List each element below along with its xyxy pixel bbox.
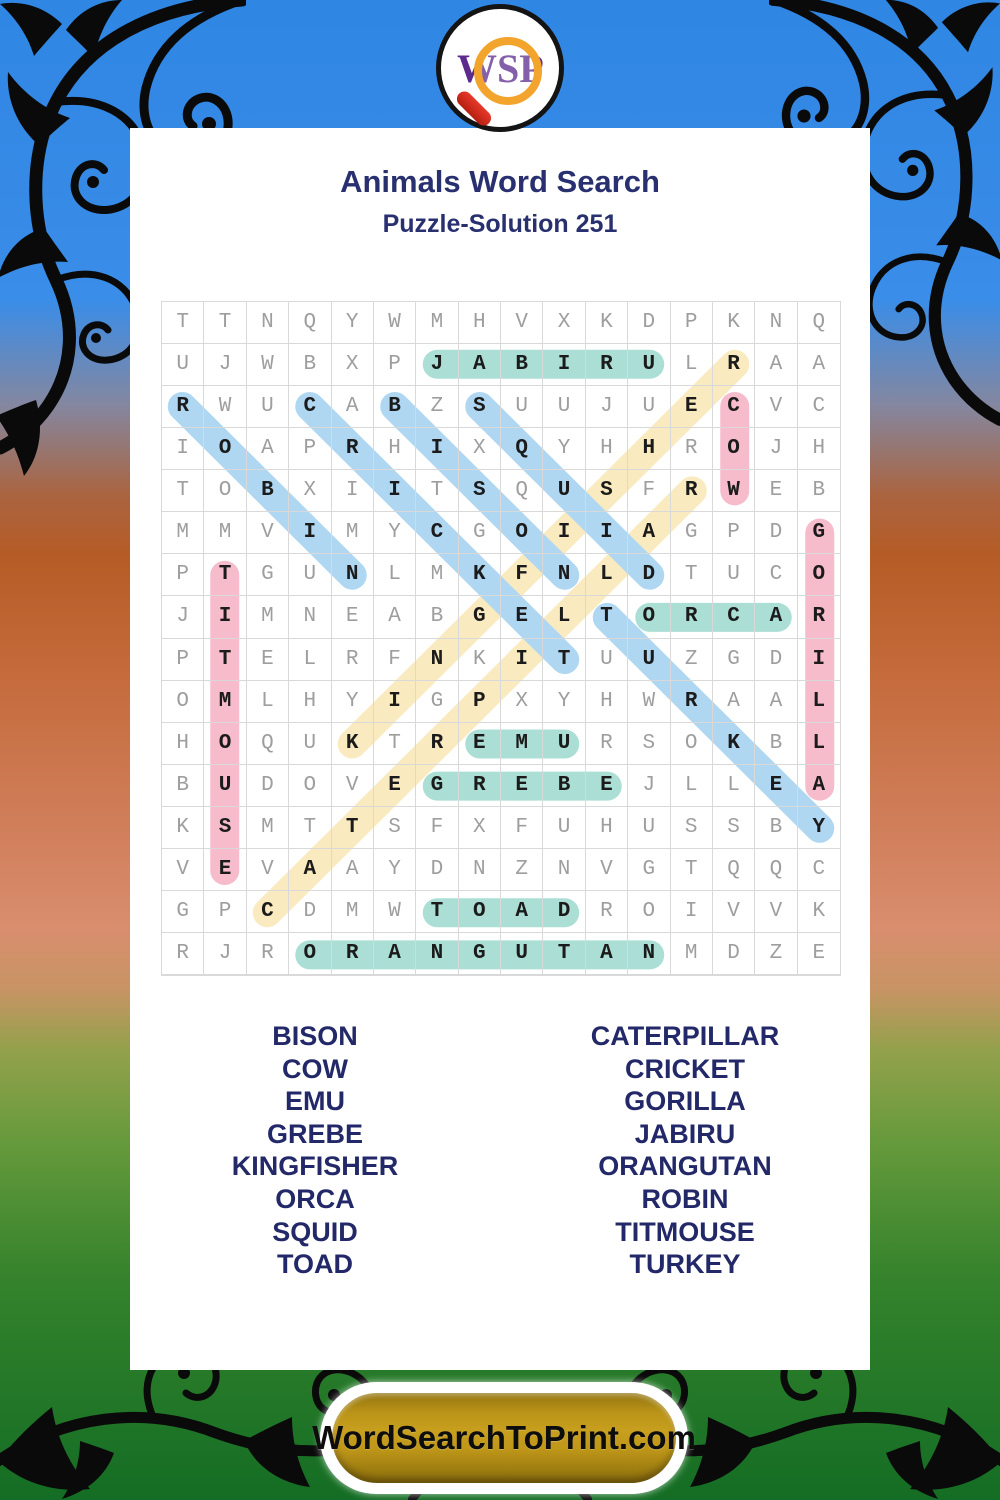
grid-cell: A <box>374 933 416 975</box>
grid-cell: V <box>586 849 628 891</box>
grid-cell: U <box>289 723 331 765</box>
grid-cell: H <box>798 428 840 470</box>
grid-cell: Q <box>247 723 289 765</box>
grid-cell: S <box>459 470 501 512</box>
word-list-left-column <box>130 1020 500 1281</box>
grid-cell: O <box>289 765 331 807</box>
grid-cell: T <box>162 302 204 344</box>
grid-cell: I <box>332 470 374 512</box>
grid-cell: I <box>162 428 204 470</box>
grid-cell: E <box>501 765 543 807</box>
grid-cell: L <box>798 681 840 723</box>
grid-cell: C <box>713 386 755 428</box>
grid-cell: U <box>247 386 289 428</box>
word-list-item: KINGFISHER <box>231 1151 399 1182</box>
puzzle-card <box>130 128 870 1370</box>
grid-cell: F <box>416 807 458 849</box>
grid-cell: R <box>586 723 628 765</box>
grid-cell: N <box>416 933 458 975</box>
grid-cell: O <box>204 723 246 765</box>
grid-cell: P <box>374 344 416 386</box>
grid-cell: N <box>543 554 585 596</box>
grid-cell: B <box>416 596 458 638</box>
grid-cell: U <box>543 807 585 849</box>
grid-cell: P <box>162 554 204 596</box>
grid-cell: C <box>798 386 840 428</box>
grid-cell: H <box>586 807 628 849</box>
grid-cell: R <box>586 891 628 933</box>
logo-letter-s: S <box>497 45 520 91</box>
word-list-item: EMU <box>285 1086 345 1117</box>
grid-cell: G <box>713 639 755 681</box>
grid-cell: X <box>501 681 543 723</box>
grid-cell: U <box>543 723 585 765</box>
grid-cell: Y <box>374 849 416 891</box>
grid-cell: Q <box>289 302 331 344</box>
grid-cell: X <box>543 302 585 344</box>
grid-cell: D <box>755 639 797 681</box>
grid-cell: U <box>628 344 670 386</box>
grid-cell: J <box>162 596 204 638</box>
grid-cell: U <box>628 386 670 428</box>
grid-cell: S <box>204 807 246 849</box>
grid-cell: G <box>459 596 501 638</box>
word-list-item: ROBIN <box>641 1183 729 1214</box>
grid-cell: V <box>713 891 755 933</box>
grid-cell: K <box>798 891 840 933</box>
grid-cell: U <box>543 386 585 428</box>
grid-cell: S <box>586 470 628 512</box>
word-list-item: TOAD <box>276 1249 353 1280</box>
grid-cell: T <box>204 302 246 344</box>
logo-letter-p: P <box>519 45 544 91</box>
grid-cell: T <box>671 849 713 891</box>
grid-cell: G <box>247 554 289 596</box>
grid-cell: B <box>162 765 204 807</box>
grid-cell: V <box>247 849 289 891</box>
grid-cell: N <box>332 554 374 596</box>
grid-cell: R <box>798 596 840 638</box>
grid-cell: Y <box>332 681 374 723</box>
grid-cell: N <box>289 596 331 638</box>
grid-cell: R <box>671 596 713 638</box>
grid-cell: A <box>374 596 416 638</box>
grid-cell: N <box>628 933 670 975</box>
grid-cell: M <box>162 512 204 554</box>
grid-cell: D <box>628 302 670 344</box>
grid-cell: O <box>204 470 246 512</box>
grid-cell: B <box>798 470 840 512</box>
word-list <box>130 1020 870 1281</box>
grid-cell: H <box>628 428 670 470</box>
grid-cell: U <box>713 554 755 596</box>
word-list-item: JABIRU <box>634 1118 736 1149</box>
grid-cell: E <box>671 386 713 428</box>
grid-cell: K <box>459 554 501 596</box>
grid-cell: W <box>204 386 246 428</box>
grid-cell: E <box>374 765 416 807</box>
grid-cell: V <box>162 849 204 891</box>
grid-cell: X <box>459 428 501 470</box>
grid-cell: Y <box>798 807 840 849</box>
grid-cell: I <box>586 512 628 554</box>
grid-cell: M <box>501 723 543 765</box>
grid-cell: U <box>628 807 670 849</box>
grid-cell: U <box>289 554 331 596</box>
grid-cell: A <box>798 765 840 807</box>
grid-cell: E <box>459 723 501 765</box>
grid-cell: D <box>713 933 755 975</box>
grid-cell: X <box>459 807 501 849</box>
grid-cell: O <box>162 681 204 723</box>
grid-cell: D <box>543 891 585 933</box>
grid-cell: E <box>501 596 543 638</box>
grid-cell: G <box>628 849 670 891</box>
grid-cell: O <box>798 554 840 596</box>
grid-cell: T <box>204 554 246 596</box>
grid-cell: X <box>289 470 331 512</box>
grid-cell: Q <box>755 849 797 891</box>
grid-cell: G <box>162 891 204 933</box>
grid-cell: A <box>755 344 797 386</box>
grid-cell: S <box>713 807 755 849</box>
grid-cell: H <box>289 681 331 723</box>
grid-cell: V <box>247 512 289 554</box>
grid-cell: E <box>798 933 840 975</box>
grid-cell: L <box>289 639 331 681</box>
word-list-item: SQUID <box>272 1216 358 1247</box>
grid-cell: T <box>543 639 585 681</box>
grid-cell: I <box>671 891 713 933</box>
grid-cell: A <box>713 681 755 723</box>
grid-cell: L <box>247 681 289 723</box>
grid-cell: R <box>459 765 501 807</box>
grid-cell: F <box>501 807 543 849</box>
grid-cell: F <box>628 470 670 512</box>
grid-cell: Q <box>501 470 543 512</box>
grid-cell: S <box>459 386 501 428</box>
grid-cell: A <box>332 386 374 428</box>
grid-cell: A <box>628 512 670 554</box>
grid-cell: R <box>671 428 713 470</box>
grid-cell: J <box>204 933 246 975</box>
word-list-item: CRICKET <box>625 1053 745 1084</box>
grid-cell: A <box>501 891 543 933</box>
grid-cell: E <box>247 639 289 681</box>
footer-link-pill[interactable] <box>312 1382 696 1494</box>
grid-cell: H <box>374 428 416 470</box>
grid-cell: G <box>798 512 840 554</box>
letter-grid <box>161 301 841 976</box>
grid-cell: O <box>459 891 501 933</box>
page-title: Animals Word Search <box>340 164 660 199</box>
grid-cell: Z <box>671 639 713 681</box>
grid-cell: J <box>416 344 458 386</box>
grid-cell: O <box>289 933 331 975</box>
word-list-item: GREBE <box>266 1118 364 1149</box>
word-list-item: COW <box>282 1053 348 1084</box>
grid-cell: B <box>374 386 416 428</box>
grid-cell: R <box>332 639 374 681</box>
grid-cell: Y <box>543 681 585 723</box>
grid-cell: L <box>798 723 840 765</box>
grid-cell: N <box>543 849 585 891</box>
grid-cell: U <box>543 470 585 512</box>
grid-cell: A <box>586 933 628 975</box>
grid-cell: P <box>162 639 204 681</box>
grid-cell: X <box>332 344 374 386</box>
grid-cell: R <box>671 470 713 512</box>
grid-cell: W <box>713 470 755 512</box>
grid-cell: M <box>416 302 458 344</box>
grid-cell: Q <box>713 849 755 891</box>
grid-cell: C <box>755 554 797 596</box>
grid-cell: Q <box>798 302 840 344</box>
grid-cell: T <box>416 470 458 512</box>
grid-cell: M <box>204 681 246 723</box>
grid-cell: A <box>798 344 840 386</box>
grid-cell: W <box>247 344 289 386</box>
grid-cell: M <box>332 512 374 554</box>
grid-cell: O <box>628 891 670 933</box>
grid-cell: L <box>586 554 628 596</box>
grid-cell: I <box>204 596 246 638</box>
grid-cell: T <box>374 723 416 765</box>
grid-cell: B <box>247 470 289 512</box>
grid-cell: B <box>755 807 797 849</box>
logo-letter-w: W <box>457 45 497 91</box>
word-list-item: GORILLA <box>624 1086 746 1117</box>
grid-cell: B <box>501 344 543 386</box>
grid-cell: I <box>798 639 840 681</box>
grid-cell: W <box>628 681 670 723</box>
grid-cell: I <box>416 428 458 470</box>
grid-cell: O <box>671 723 713 765</box>
word-list-item: ORCA <box>275 1183 355 1214</box>
wsp-logo <box>436 4 564 132</box>
grid-cell: K <box>713 302 755 344</box>
grid-cell: M <box>247 807 289 849</box>
grid-cell: A <box>755 681 797 723</box>
page-subtitle: Puzzle-Solution 251 <box>382 210 618 238</box>
grid-cell: F <box>501 554 543 596</box>
grid-cell: M <box>416 554 458 596</box>
grid-cell: N <box>459 849 501 891</box>
grid-cell: E <box>755 470 797 512</box>
grid-cell: I <box>289 512 331 554</box>
grid-cell: B <box>543 765 585 807</box>
grid-cell: O <box>713 428 755 470</box>
grid-cell: Q <box>501 428 543 470</box>
grid-cell: N <box>755 302 797 344</box>
grid-cell: R <box>332 933 374 975</box>
grid-cell: D <box>416 849 458 891</box>
grid-cell: R <box>416 723 458 765</box>
grid-cell: A <box>459 344 501 386</box>
grid-cell: R <box>671 681 713 723</box>
grid-cell: V <box>332 765 374 807</box>
grid-cell: S <box>671 807 713 849</box>
grid-cell: J <box>204 344 246 386</box>
grid-cell: G <box>459 933 501 975</box>
grid-cell: G <box>416 681 458 723</box>
grid-cell: T <box>543 933 585 975</box>
grid-cell: R <box>162 386 204 428</box>
grid-cell: L <box>374 554 416 596</box>
grid-cell: J <box>628 765 670 807</box>
grid-cell: R <box>713 344 755 386</box>
grid-cell: N <box>416 639 458 681</box>
grid-cell: I <box>501 639 543 681</box>
grid-cell: Z <box>501 849 543 891</box>
word-list-item: ORANGUTAN <box>598 1151 772 1182</box>
grid-cell: M <box>247 596 289 638</box>
grid-cell: W <box>374 891 416 933</box>
grid-cell: I <box>543 512 585 554</box>
grid-cell: U <box>501 933 543 975</box>
grid-cell: J <box>586 386 628 428</box>
grid-cell: Y <box>543 428 585 470</box>
grid-cell: H <box>162 723 204 765</box>
grid-cell: C <box>416 512 458 554</box>
grid-cell: C <box>713 596 755 638</box>
grid-cell: L <box>671 765 713 807</box>
grid-cell: R <box>586 344 628 386</box>
grid-cell: O <box>628 596 670 638</box>
grid-cell: M <box>671 933 713 975</box>
grid-cell: T <box>289 807 331 849</box>
footer-site-button[interactable] <box>312 1393 696 1483</box>
grid-cell: C <box>798 849 840 891</box>
grid-cell: O <box>501 512 543 554</box>
grid-cell: S <box>628 723 670 765</box>
grid-cell: K <box>713 723 755 765</box>
grid-cell: V <box>755 891 797 933</box>
grid-cell: P <box>713 512 755 554</box>
word-list-item: BISON <box>272 1021 358 1051</box>
grid-cell: M <box>204 512 246 554</box>
grid-cell: A <box>289 849 331 891</box>
grid-cell: V <box>755 386 797 428</box>
grid-cell: E <box>755 765 797 807</box>
grid-cell: I <box>543 344 585 386</box>
grid-cell: P <box>459 681 501 723</box>
grid-cell: B <box>289 344 331 386</box>
grid-cell: B <box>755 723 797 765</box>
grid-cell: N <box>247 302 289 344</box>
grid-cell: T <box>671 554 713 596</box>
grid-cell: T <box>162 470 204 512</box>
grid-cell: C <box>247 891 289 933</box>
grid-cell: G <box>459 512 501 554</box>
grid-cell: U <box>501 386 543 428</box>
grid-cell: A <box>247 428 289 470</box>
grid-cell: I <box>374 470 416 512</box>
grid-cell: P <box>671 302 713 344</box>
grid-cell: F <box>374 639 416 681</box>
grid-cell: I <box>374 681 416 723</box>
grid-cell: A <box>755 596 797 638</box>
grid-cell: D <box>289 891 331 933</box>
grid-cell: D <box>755 512 797 554</box>
grid-cell: P <box>289 428 331 470</box>
grid-cell: K <box>459 639 501 681</box>
grid-cell: J <box>755 428 797 470</box>
grid-cell: L <box>671 344 713 386</box>
grid-cell: M <box>332 891 374 933</box>
grid-cell: E <box>332 596 374 638</box>
grid-cell: H <box>586 428 628 470</box>
grid-cell: T <box>416 891 458 933</box>
grid-cell: T <box>204 639 246 681</box>
grid-cell: S <box>374 807 416 849</box>
grid-cell: Z <box>416 386 458 428</box>
grid-cell: K <box>586 302 628 344</box>
grid-cell: R <box>247 933 289 975</box>
grid-cell: Y <box>332 302 374 344</box>
word-list-item: TITMOUSE <box>615 1216 755 1247</box>
grid-cell: U <box>204 765 246 807</box>
grid-cell: O <box>204 428 246 470</box>
word-list-right-column <box>500 1020 870 1281</box>
grid-cell: U <box>586 639 628 681</box>
grid-cell: K <box>162 807 204 849</box>
grid-cell: G <box>416 765 458 807</box>
grid-cell: U <box>162 344 204 386</box>
grid-cell: U <box>628 639 670 681</box>
grid-cell: Y <box>374 512 416 554</box>
grid-cell: H <box>459 302 501 344</box>
grid-cell: E <box>204 849 246 891</box>
grid-cell: W <box>374 302 416 344</box>
footer-site-label: WordSearchToPrint.com <box>312 1419 696 1456</box>
grid-cell: V <box>501 302 543 344</box>
magnifier-icon <box>474 37 542 105</box>
grid-cell: E <box>586 765 628 807</box>
grid-cell: K <box>332 723 374 765</box>
grid-cell: D <box>628 554 670 596</box>
grid-cell: L <box>713 765 755 807</box>
word-list-item: CATERPILLAR <box>590 1021 780 1051</box>
grid-cell: P <box>204 891 246 933</box>
grid-cell: L <box>543 596 585 638</box>
grid-cell: G <box>671 512 713 554</box>
grid-cell: D <box>247 765 289 807</box>
word-search-grid <box>161 301 841 976</box>
grid-cell: Z <box>755 933 797 975</box>
word-list-item: TURKEY <box>629 1249 741 1280</box>
grid-cell: H <box>586 681 628 723</box>
grid-cell: C <box>289 386 331 428</box>
grid-cell: R <box>162 933 204 975</box>
grid-cell: T <box>332 807 374 849</box>
grid-cell: T <box>586 596 628 638</box>
grid-cell: R <box>332 428 374 470</box>
grid-cell: A <box>332 849 374 891</box>
